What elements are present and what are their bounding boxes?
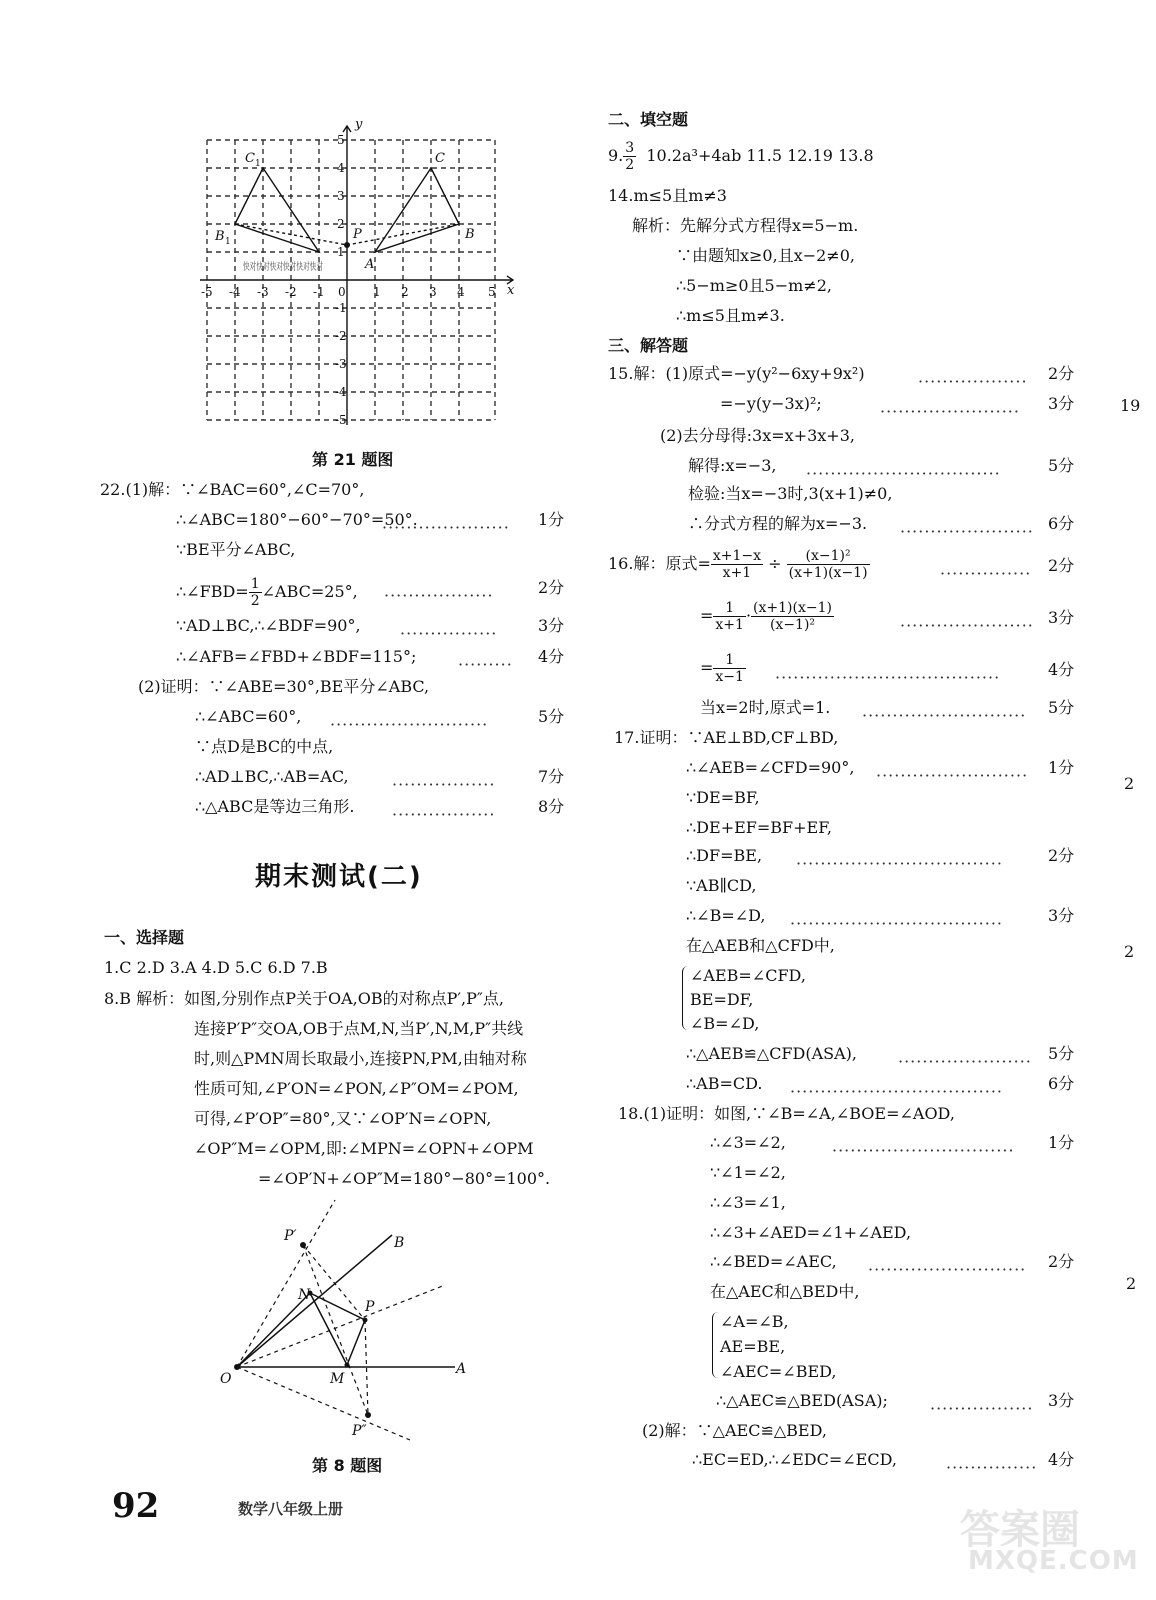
y-tick-label: -4 — [335, 385, 347, 399]
y-tick-label: 2 — [337, 217, 345, 231]
score-points: 6分 — [1048, 514, 1075, 533]
score-points: 4分 — [538, 647, 565, 666]
x-tick-label: -1 — [313, 285, 325, 299]
score-points: 5分 — [1048, 698, 1075, 717]
score-points: 2分 — [1048, 846, 1075, 865]
point-label-c1-sub: 1 — [255, 159, 261, 169]
q14-line: ∴5−m≥0且5−m≠2, — [676, 276, 832, 295]
leader-dots: ··············· — [946, 1458, 1038, 1477]
q22-line: ∴∠ABC=60°, — [195, 707, 302, 726]
q22-line: ∵BE平分∠ABC, — [176, 540, 296, 559]
site-logo: 答案圈 — [960, 1507, 1080, 1553]
label-p-prime: P′ — [284, 1228, 297, 1244]
watermark-text: 快对快对快对快对快对快对 — [243, 262, 363, 273]
figure-21-graph — [195, 120, 525, 440]
label-p-double-prime: P″ — [352, 1423, 367, 1439]
q15-line: ∴分式方程的解为x=−3. — [688, 514, 868, 533]
equals-sign: = — [700, 658, 714, 677]
x-tick-label: 3 — [429, 285, 437, 299]
x-axis-label: x — [507, 283, 515, 298]
point-label-b: B — [465, 227, 475, 242]
q16-line-1 — [608, 548, 870, 581]
q14-line: ∵由题知x≥0,且x−2≠0, — [676, 246, 855, 265]
leader-dots: ····································· — [775, 668, 1001, 687]
label-b: B — [394, 1235, 405, 1251]
fraction-numerator: 1 — [250, 576, 260, 592]
leader-dots: ······················ — [900, 616, 1034, 635]
fraction-numerator: 1 — [713, 600, 746, 617]
score-points: 5分 — [1048, 1044, 1075, 1063]
q17-line: ∴AB=CD. — [686, 1074, 763, 1093]
x-tick-label: -3 — [257, 285, 269, 299]
leader-dots: ····················· — [382, 518, 510, 537]
fraction-numerator: 1 — [713, 652, 746, 669]
fraction-denominator: x+1 — [715, 617, 744, 633]
q16-prefix: 16.解：原式= — [608, 554, 711, 573]
leader-dots: ················· — [392, 775, 496, 794]
y-tick-label: 3 — [337, 189, 345, 203]
leader-dots: ······················ — [898, 1052, 1032, 1071]
leader-dots: ················ — [400, 624, 498, 643]
q8-line: ∠OP″M=∠OPM,即:∠MPN=∠OPN+∠OPM — [194, 1139, 534, 1158]
site-url: MXQE.COM — [968, 1546, 1139, 1576]
origin-label: 0 — [338, 285, 346, 299]
q16-line-4: 当x=2时,原式=1. — [700, 698, 831, 717]
score-points: 3分 — [538, 616, 565, 635]
score-points: 8分 — [538, 797, 565, 816]
q17-line: ∴DF=BE, — [686, 846, 763, 865]
margin-number: 19 — [1120, 396, 1141, 415]
score-points: 2分 — [1048, 1252, 1075, 1271]
q18-line: ∴△AEC≌△BED(ASA); — [716, 1391, 888, 1410]
q8-line: =∠OP′N+∠OP″M=180°−80°=100°. — [258, 1169, 551, 1188]
fraction-denominator: 2 — [250, 593, 260, 609]
q8-line: 性质可知,∠P′ON=∠PON,∠P″OM=∠POM, — [194, 1079, 519, 1098]
score-points: 4分 — [1048, 1450, 1075, 1469]
point-label-p: P — [353, 227, 362, 242]
leader-dots: ········· — [458, 655, 513, 674]
leader-dots: ·················· — [384, 586, 494, 605]
leader-dots: ··························· — [862, 706, 1027, 725]
q22-line: ∴△ABC是等边三角形. — [195, 797, 355, 816]
part3-heading: 三、解答题 — [608, 336, 689, 355]
score-points: 3分 — [1048, 394, 1075, 413]
score-points: 5分 — [538, 707, 565, 726]
fill-answers-row — [608, 140, 874, 173]
score-points: 3分 — [1048, 608, 1075, 627]
point-label-c: C — [435, 151, 445, 166]
fraction-numerator: (x+1)(x−1) — [753, 600, 832, 616]
point-label-a: A — [365, 257, 375, 272]
q22-line — [176, 576, 358, 609]
leader-dots: ················· — [392, 805, 496, 824]
label-o: O — [220, 1371, 232, 1387]
leader-dots: ·························· — [868, 1260, 1027, 1279]
part2-heading: 二、填空题 — [608, 110, 689, 129]
q17-line: ∵AB∥CD, — [686, 876, 757, 895]
leader-dots: ··································· — [790, 914, 1004, 933]
score-points: 3分 — [1048, 906, 1075, 925]
q17-line: ∠B=∠D, — [690, 1014, 760, 1033]
brace — [682, 966, 689, 1030]
fill-answers-rest: 10.2a³+4ab 11.5 12.19 13.8 — [646, 146, 874, 165]
q18-line: 在△AEC和△BED中, — [710, 1282, 860, 1301]
fraction — [711, 548, 763, 581]
x-tick-label: -5 — [201, 285, 213, 299]
page-number: 92 — [112, 1486, 160, 1526]
y-tick-label: 4 — [337, 161, 345, 175]
x-tick-label: 4 — [457, 285, 465, 299]
x-tick-label: 1 — [373, 285, 381, 299]
x-tick-label: 5 — [488, 285, 496, 299]
score-points: 5分 — [1048, 456, 1075, 475]
y-tick-label: -1 — [335, 301, 347, 315]
leader-dots: ··············· — [940, 564, 1032, 583]
label-a: A — [456, 1361, 467, 1377]
q18-line: AE=BE, — [720, 1337, 786, 1356]
q22-line: (2)证明：∵∠ABE=30°,BE平分∠ABC, — [138, 677, 430, 696]
leader-dots: ······················· — [880, 402, 1020, 421]
margin-number: 2 — [1124, 774, 1135, 793]
q15-line: 15.解：(1)原式=−y(y²−6xy+9x²) — [608, 364, 865, 383]
score-points: 3分 — [1048, 1391, 1075, 1410]
score-points: 2分 — [1048, 556, 1075, 575]
leader-dots: ························· — [876, 766, 1029, 785]
figure-8-caption: 第 8 题图 — [312, 1456, 383, 1475]
score-points: 2分 — [538, 578, 565, 597]
q15-line: (2)去分母得:3x=x+3x+3, — [660, 426, 855, 445]
score-points: 1分 — [538, 510, 565, 529]
q22-line: ∵点D是BC的中点, — [195, 737, 334, 756]
q22-line-tail: ∠ABC=25°, — [261, 582, 358, 601]
q18-line: (2)解：∵△AEC≌△BED, — [642, 1421, 827, 1440]
fraction-denominator: x+1 — [722, 565, 752, 581]
y-tick-label: -2 — [335, 329, 347, 343]
fraction-numerator: (x−1)² — [787, 548, 870, 565]
q18-line: ∴∠3=∠1, — [710, 1193, 786, 1212]
fraction — [249, 576, 262, 609]
y-axis-label: y — [355, 120, 363, 132]
q14-line: ∴m≤5且m≠3. — [676, 306, 785, 325]
score-points: 4分 — [1048, 660, 1075, 679]
label-n: N — [298, 1287, 311, 1303]
fraction — [713, 652, 746, 685]
q18-line: 18.(1)证明：如图,∵∠B=∠A,∠BOE=∠AOD, — [618, 1104, 955, 1123]
margin-number: 2 — [1124, 942, 1135, 961]
y-tick-label: 1 — [337, 245, 345, 259]
fraction-denominator: (x+1)(x−1) — [788, 565, 868, 581]
q8-line: 连接P′P″交OA,OB于点M,N,当P′,N,M,P″共线 — [194, 1019, 524, 1038]
q18-line: ∴∠BED=∠AEC, — [710, 1252, 837, 1271]
fraction — [751, 600, 834, 633]
part1-heading: 一、选择题 — [104, 928, 185, 947]
q22-line: ∵AD⊥BC,∴∠BDF=90°, — [176, 616, 361, 635]
leader-dots: ················· — [930, 1399, 1034, 1418]
q17-line: ∴DE+EF=BF+EF, — [686, 818, 832, 837]
q15-line: 解得:x=−3, — [688, 456, 777, 475]
score-points: 1分 — [1048, 1133, 1075, 1152]
y-tick-label: -5 — [335, 413, 347, 427]
q17-line: ∴∠B=∠D, — [686, 906, 766, 925]
fraction — [623, 140, 636, 173]
q16-line-3 — [700, 652, 746, 685]
label-m: M — [330, 1371, 345, 1387]
equals-sign: = — [700, 606, 714, 625]
q17-line: ∵DE=BF, — [686, 788, 760, 807]
q17-line: 17.证明：∵AE⊥BD,CF⊥BD, — [614, 728, 839, 747]
point-label-b1: B — [215, 229, 225, 244]
y-tick-label: -3 — [335, 357, 347, 371]
brace — [712, 1312, 719, 1378]
fraction-denominator: (x−1)² — [769, 617, 816, 633]
leader-dots: ··································· — [790, 1082, 1004, 1101]
q17-line: 在△AEB和△CFD中, — [686, 936, 835, 955]
y-tick-label: 5 — [337, 133, 345, 147]
q8-line: 可得,∠P′OP″=80°,又∵∠OP′N=∠OPN, — [194, 1109, 492, 1128]
leader-dots: ·················· — [918, 372, 1028, 391]
x-tick-label: 2 — [401, 285, 409, 299]
q18-line: ∴∠3=∠2, — [710, 1133, 786, 1152]
q17-line: ∴∠AEB=∠CFD=90°, — [686, 758, 855, 777]
q8-line: 时,则△PMN周长取最小,连接PN,PM,由轴对称 — [194, 1049, 527, 1068]
score-points: 1分 — [1048, 758, 1075, 777]
q22-line-head: ∴∠FBD= — [176, 582, 249, 601]
figure-8-diagram — [210, 1195, 490, 1445]
q16-line-2 — [700, 600, 834, 633]
fraction-numerator: x+1−x — [712, 548, 762, 564]
margin-number: 2 — [1126, 1274, 1137, 1293]
leader-dots: ································ — [806, 464, 1001, 483]
point-label-b1-sub: 1 — [225, 237, 231, 247]
q9-number: 9. — [608, 146, 624, 165]
q17-line: BE=DF, — [690, 990, 754, 1009]
q17-line: ∴△AEB≌△CFD(ASA), — [686, 1044, 857, 1063]
fraction-denominator: 2 — [625, 157, 635, 173]
q18-line: ∵∠1=∠2, — [710, 1163, 786, 1182]
q22-line: ∴AD⊥BC,∴AB=AC, — [195, 767, 349, 786]
leader-dots: ·································· — [796, 854, 1003, 873]
score-points: 7分 — [538, 767, 565, 786]
q15-line: 检验:当x=−3时,3(x+1)≠0, — [688, 484, 893, 503]
q18-line: ∴∠3+∠AED=∠1+∠AED, — [710, 1223, 912, 1242]
divide-sign: ÷ — [768, 554, 782, 573]
fraction-denominator: x−1 — [715, 669, 744, 685]
q18-line: ∠AEC=∠BED, — [720, 1362, 837, 1381]
q14-line: 解析：先解分式方程得x=5−m. — [632, 216, 859, 235]
label-p: P — [365, 1299, 375, 1315]
section-title: 期末测试(二) — [255, 862, 423, 892]
q8-line: 8.B 解析：如图,分别作点P关于OA,OB的对称点P′,P″点, — [104, 989, 504, 1008]
score-points: 6分 — [1048, 1074, 1075, 1093]
mc-answers: 1.C 2.D 3.A 4.D 5.C 6.D 7.B — [104, 958, 328, 977]
q17-line: ∠AEB=∠CFD, — [690, 966, 806, 985]
fraction — [787, 548, 870, 581]
q22-line: ∴∠AFB=∠FBD+∠BDF=115°; — [176, 647, 417, 666]
q18-line: ∴EC=ED,∴∠EDC=∠ECD, — [692, 1450, 897, 1469]
fraction-numerator: 3 — [625, 140, 635, 156]
q14-line: 14.m≤5且m≠3 — [608, 186, 727, 205]
figure-21-caption: 第 21 题图 — [312, 450, 394, 469]
book-title: 数学八年级上册 — [238, 1500, 344, 1518]
q22-line: 22.(1)解：∵∠BAC=60°,∠C=70°, — [100, 480, 365, 499]
q15-line: =−y(y−3x)²; — [720, 394, 822, 413]
x-tick-label: -4 — [229, 285, 241, 299]
leader-dots: ······················ — [900, 522, 1034, 541]
q18-line: ∠A=∠B, — [720, 1312, 789, 1331]
fraction — [713, 600, 746, 633]
point-label-c1: C — [245, 151, 255, 166]
x-tick-label: -2 — [285, 285, 297, 299]
leader-dots: ······························ — [832, 1141, 1015, 1160]
multiply-dot: · — [745, 606, 752, 625]
q22-line: ∴∠ABC=180°−60°−70°=50°. — [176, 510, 418, 529]
leader-dots: ·························· — [330, 715, 489, 734]
score-points: 2分 — [1048, 364, 1075, 383]
